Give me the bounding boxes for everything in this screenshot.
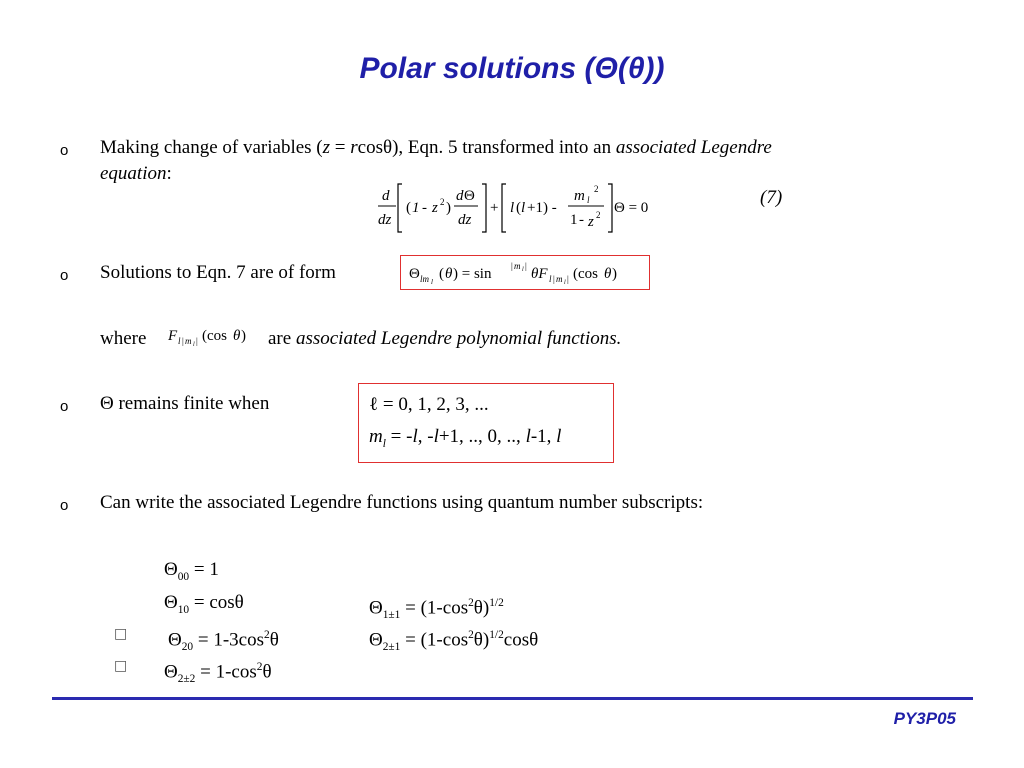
svg-text:l: l (510, 200, 515, 216)
svg-text:2: 2 (594, 184, 599, 194)
svg-text:l: l (522, 267, 524, 273)
svg-text:dz: dz (458, 212, 472, 228)
text-segment: = (330, 137, 351, 158)
where-label: where (100, 328, 147, 349)
svg-text:|: | (567, 274, 569, 284)
svg-text:(cos: (cos (202, 328, 227, 344)
svg-text:l: l (587, 195, 590, 205)
svg-text:): ) (446, 200, 451, 216)
svg-text:lm: lm (420, 274, 429, 284)
l-values: ℓ = 0, 1, 2, 3, ... (369, 394, 489, 415)
svg-text:|: | (525, 261, 527, 271)
theta-1pm1: $\Theta_{1\pm 1} = (1-\cos^2\theta)^{1/2}$ (369, 597, 504, 622)
quantum-number-box (358, 383, 614, 463)
svg-text:z: z (588, 214, 594, 230)
bullet-marker: o (60, 267, 69, 284)
svg-text:(: ( (439, 266, 444, 282)
theta-20: $\Theta_{20} = 1-3\cos^2\theta$ (168, 629, 279, 654)
italic-phrase: equation (100, 163, 167, 184)
svg-text:d: d (456, 188, 464, 204)
svg-text:|: | (182, 336, 184, 346)
solution-form-box (400, 255, 650, 290)
svg-text:θ: θ (233, 328, 241, 344)
bullet-marker: o (60, 142, 69, 159)
svg-text:): ) (612, 266, 617, 282)
svg-text:-: - (422, 200, 427, 216)
bullet-marker: o (60, 497, 69, 514)
slide-title: Polar solutions (Θ(θ)) (359, 52, 665, 85)
svg-text:(cos: (cos (573, 266, 598, 282)
equation-number: (7) (760, 187, 783, 208)
var-z: z (322, 137, 331, 158)
bullet-marker: o (60, 398, 69, 415)
bullet-3-text: Θ remains finite when (100, 393, 270, 414)
svg-text:|: | (196, 336, 198, 346)
svg-text:Θ: Θ (409, 266, 420, 282)
svg-text:l: l (549, 274, 552, 284)
svg-text:l: l (178, 336, 181, 346)
theta-2pm2: $\Theta_{2\pm 2} = 1-\cos^2\theta$ (164, 661, 272, 686)
svg-text:l: l (521, 200, 526, 216)
svg-text:d: d (382, 188, 390, 204)
svg-text:1: 1 (412, 200, 420, 216)
theta-10: $\Theta_{10} = \cos\theta$ (164, 592, 244, 616)
svg-text:m: m (574, 188, 585, 204)
svg-text:θ: θ (445, 266, 453, 282)
italic-phrase: associated Legendre polynomial functions. (295, 328, 622, 349)
text-segment: cosθ), Eqn. 5 transformed into an (357, 137, 616, 158)
svg-text:|: | (553, 274, 555, 284)
svg-text:(: ( (516, 200, 521, 216)
missing-glyph-icon: □ (114, 658, 128, 674)
svg-text:F: F (168, 328, 178, 344)
svg-text:+: + (490, 200, 499, 216)
footer-rule (52, 697, 973, 700)
footer-label: PY3P05 (893, 709, 956, 728)
svg-text:m: m (556, 274, 563, 284)
svg-text:Θ = 0: Θ = 0 (614, 200, 649, 216)
svg-text:l: l (193, 342, 195, 348)
text-segment: Making change of variables ( (100, 137, 323, 158)
theta-00: $\Theta_{00} = 1$ (164, 559, 219, 583)
svg-text:) = sin: ) = sin (453, 266, 492, 282)
svg-text:|: | (511, 261, 513, 271)
missing-glyph-icon: □ (114, 626, 128, 642)
italic-phrase: associated Legendre (615, 137, 772, 158)
ml-values: $m_l = -l$, -l+1, .., 0, .., l-1, l (369, 426, 562, 450)
svg-text:2: 2 (440, 197, 445, 207)
legendre-description (268, 326, 621, 352)
text-segment: are (268, 328, 292, 349)
svg-text:1: 1 (570, 212, 578, 228)
svg-text:z: z (432, 200, 438, 216)
bullet-2-text: Solutions to Eqn. 7 are of form (100, 262, 336, 283)
svg-text:m: m (185, 336, 192, 346)
bullet-1-line-1 (100, 135, 772, 161)
solution-formula (401, 256, 649, 289)
svg-text:(: ( (406, 200, 411, 216)
svg-text:l: l (564, 280, 566, 286)
legendre-equation (372, 180, 672, 238)
text-segment: : (166, 163, 172, 184)
svg-text:l: l (431, 278, 433, 286)
var-r: r (350, 137, 358, 158)
svg-text:θ: θ (604, 266, 612, 282)
svg-text:dz: dz (378, 212, 392, 228)
bullet-1-line-2 (100, 161, 172, 187)
svg-text:): ) (241, 328, 246, 344)
theta-2pm1: $\Theta_{2\pm 1} = (1-\cos^2\theta)^{1/2}\cos\theta$ (369, 629, 539, 654)
bullet-4-text: Can write the associated Legendre functions using quantum number subscripts: (100, 492, 704, 513)
svg-text:-: - (579, 212, 584, 228)
svg-text:θF: θF (531, 266, 548, 282)
svg-text:m: m (514, 261, 521, 271)
svg-text:+1) -: +1) - (527, 200, 557, 216)
svg-text:2: 2 (596, 210, 601, 220)
legendre-function-symbol (164, 322, 264, 352)
svg-text:Θ: Θ (464, 188, 475, 204)
